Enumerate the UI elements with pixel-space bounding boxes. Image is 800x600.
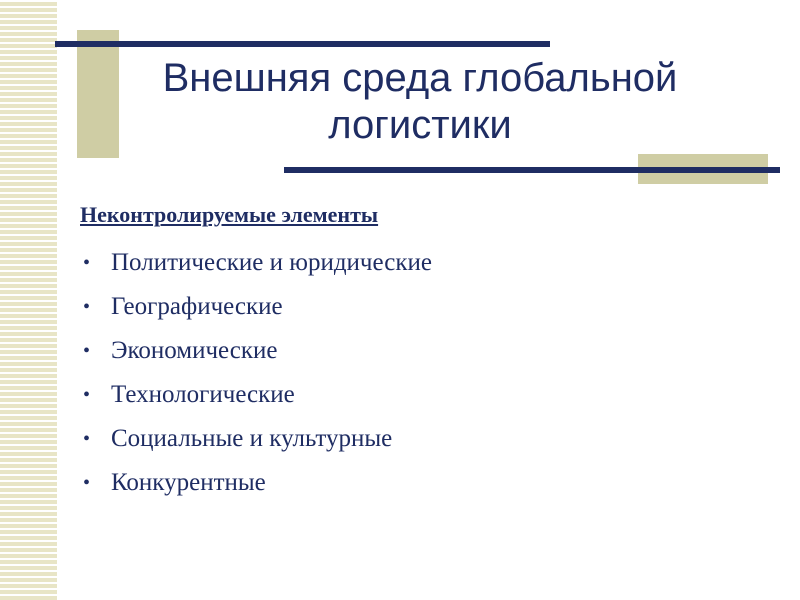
bullet-item xyxy=(80,424,432,468)
bullet-icon: • xyxy=(83,384,91,406)
bullet-icon: • xyxy=(83,296,91,318)
title-rule-top xyxy=(55,41,550,47)
bullet-text: Географические xyxy=(111,293,283,320)
section-heading: Неконтролируемые элементы xyxy=(80,202,379,227)
slide-title: Внешняя среда глобальной логистики xyxy=(162,56,678,147)
bullet-icon: • xyxy=(83,472,91,494)
bullet-item xyxy=(80,468,432,512)
bullet-item xyxy=(80,292,432,336)
bullet-list xyxy=(80,248,432,512)
bullet-text: Экономические xyxy=(111,337,278,364)
bullet-text: Политические и юридические xyxy=(111,249,432,276)
bullet-item xyxy=(80,248,432,292)
bullet-text: Конкурентные xyxy=(111,469,266,496)
bullet-text: Технологические xyxy=(111,381,295,408)
title-rule-bottom xyxy=(284,167,780,173)
bullet-icon: • xyxy=(83,340,91,362)
decorative-stripes xyxy=(0,0,57,600)
bullet-icon: • xyxy=(83,428,91,450)
bullet-icon: • xyxy=(83,252,91,274)
bullet-item xyxy=(80,380,432,424)
bullet-item xyxy=(80,336,432,380)
bullet-text: Социальные и культурные xyxy=(111,425,393,452)
